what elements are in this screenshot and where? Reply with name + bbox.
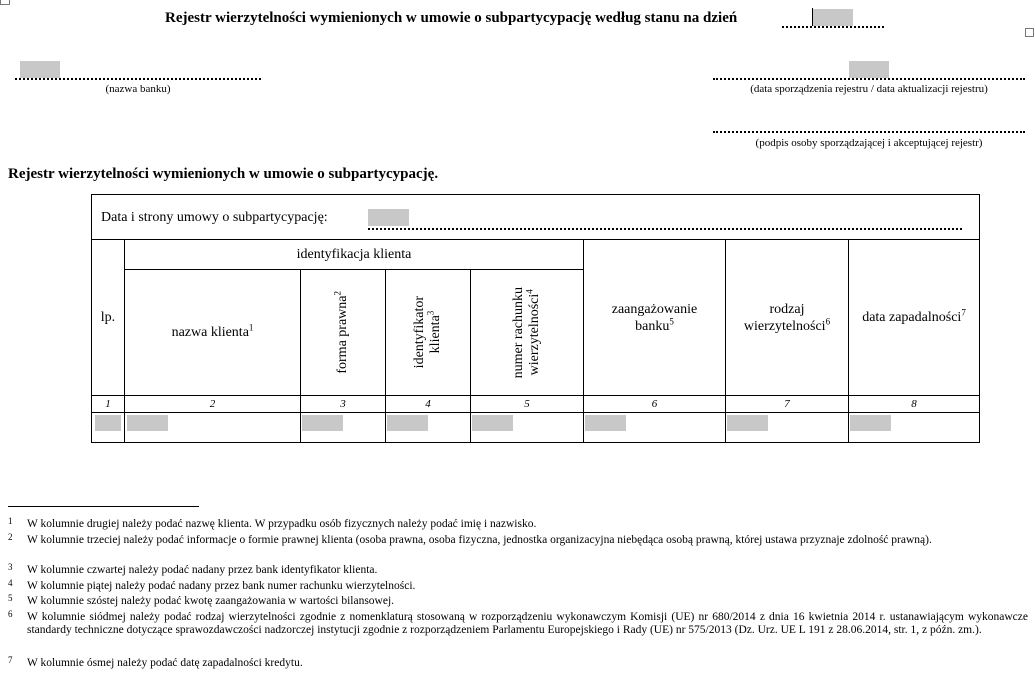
bank-name-field[interactable] <box>20 61 60 78</box>
agreement-label: Data i strony umowy o subpartycypację: <box>101 210 328 225</box>
row-account-field[interactable] <box>472 415 513 431</box>
report-date-line <box>782 26 884 28</box>
register-table <box>91 194 980 443</box>
compilation-date-label: (data sporządzenia rejestru / data aktualizacji rejestru) <box>750 83 988 95</box>
compilation-date-line <box>713 78 1025 80</box>
col-number-8: 8 <box>911 397 917 410</box>
row-claim-type-field[interactable] <box>727 415 768 431</box>
col-number-5: 5 <box>524 397 530 410</box>
corner-checkbox-top-right[interactable] <box>1025 28 1034 37</box>
header-claim-type: rodzaj wierzytelności$^6$ <box>743 301 831 334</box>
row-exposure-field[interactable] <box>585 415 626 431</box>
col-number-6: 6 <box>651 397 658 410</box>
footnote-separator <box>8 506 199 507</box>
report-date-field[interactable] <box>813 9 853 26</box>
page-title: Rejestr wierzytelności wymienionych w umowie o subpartycypację według stanu na dzień <box>165 10 738 26</box>
header-due-date: data zapadalności$^7$ <box>862 307 966 325</box>
section-title: Rejestr wierzytelności wymienionych w umowie o subpartycypację. <box>8 166 439 182</box>
header-lp: lp. <box>100 310 116 325</box>
row-identifier-field[interactable] <box>387 415 428 431</box>
row-legal-form-field[interactable] <box>302 415 343 431</box>
col-number-3: 3 <box>340 397 346 410</box>
header-client-identifier: identyfikator klienta$^3$ <box>412 296 443 369</box>
agreement-line <box>368 228 962 230</box>
col-number-7: 7 <box>784 397 790 410</box>
header-account-number: numer rachunku wierzytelności$^4$ <box>511 286 542 379</box>
agreement-field[interactable] <box>368 209 409 226</box>
col-number-1: 1 <box>105 397 111 410</box>
header-legal-form: forma prawna$^2$ <box>332 291 350 374</box>
row-lp-field[interactable] <box>95 415 121 431</box>
compilation-date-field[interactable] <box>849 61 889 78</box>
row-due-date-field[interactable] <box>850 415 891 431</box>
row-client-name-field[interactable] <box>127 415 168 431</box>
col-number-4: 4 <box>425 397 431 410</box>
signature-line <box>713 131 1025 133</box>
bank-name-line <box>15 78 261 80</box>
header-client-name: nazwa klienta$^1$ <box>171 322 254 340</box>
bank-name-label: (nazwa banku) <box>105 83 171 95</box>
col-number-2: 2 <box>209 397 216 410</box>
header-client-identification: identyfikacja klienta <box>296 247 412 262</box>
header-bank-exposure: zaangażowanie banku$^5$ <box>611 301 698 334</box>
signature-label: (podpis osoby sporządzającej i akceptującej rejestr) <box>755 137 983 149</box>
corner-checkbox-top-left[interactable] <box>0 0 10 5</box>
